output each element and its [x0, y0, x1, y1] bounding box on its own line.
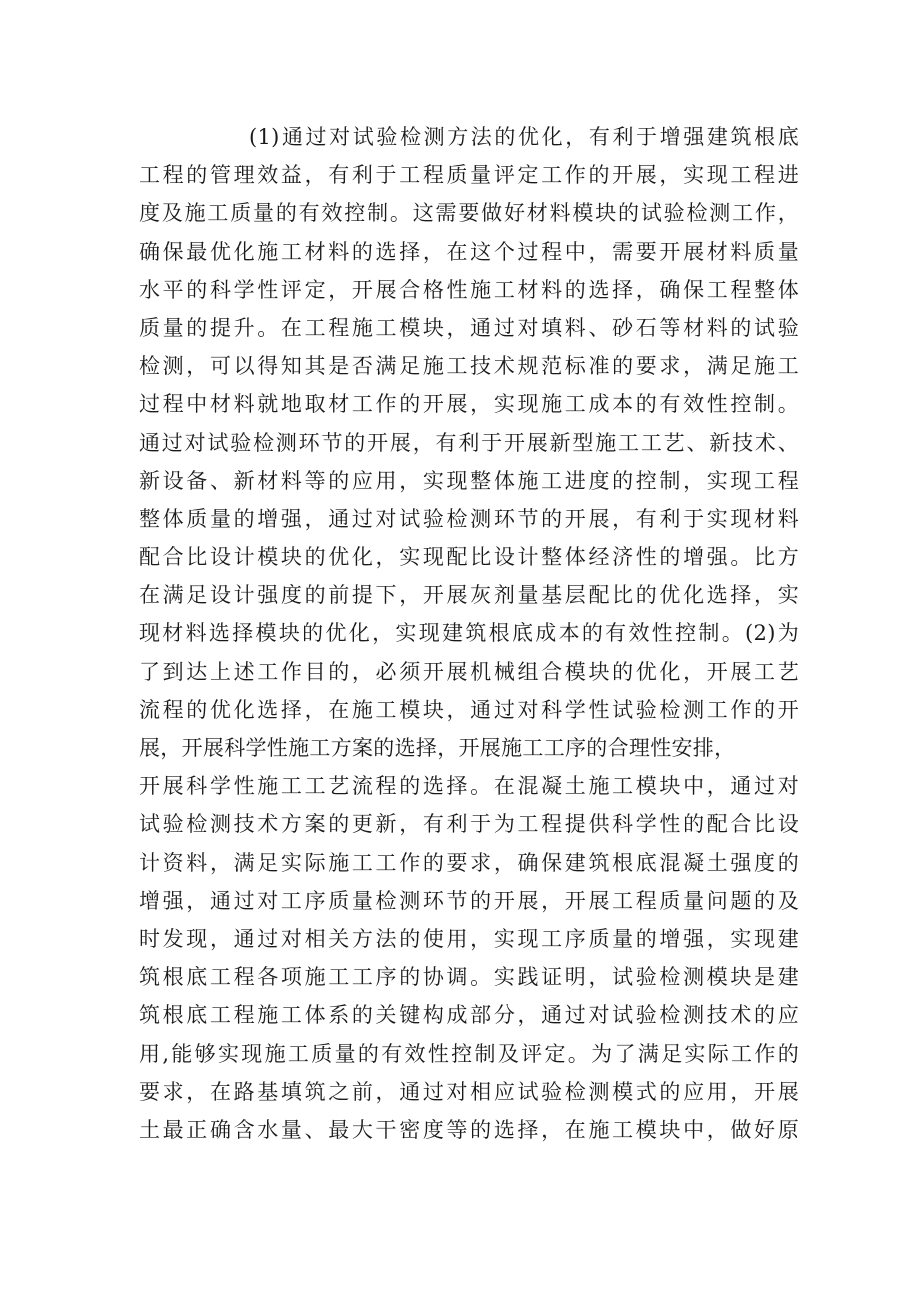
text-line: 增强，通过对工序质量检测环节的开展，开展工程质量问题的及 — [139, 888, 799, 913]
text-line: 筑根底工程施工体系的关键构成部分，通过对试验检测技术的应 — [139, 1003, 799, 1028]
text-line: 整体质量的增强，通过对试验检测环节的开展，有利于实现材料 — [139, 506, 799, 531]
text-line: 要求，在路基填筑之前，通过对相应试验检测模式的应用，开展 — [139, 1079, 799, 1104]
text-line: (1)通过对试验检测方法的优化，有利于增强建筑根底 — [249, 125, 799, 149]
text-line: 过程中材料就地取材工作的开展，实现施工成本的有效性控制。 — [139, 392, 799, 417]
text-line: 试验检测技术方案的更新，有利于为工程提供科学性的配合比设 — [139, 812, 799, 837]
text-line: 水平的科学性评定，开展合格性施工材料的选择，确保工程整体 — [139, 277, 799, 302]
text-line: 展，开展科学性施工方案的选择，开展施工工序的合理性安排， — [139, 736, 736, 760]
text-line: 用,能够实现施工质量的有效性控制及评定。为了满足实际工作的 — [139, 1041, 799, 1066]
text-line: 通过对试验检测环节的开展，有利于开展新型施工工艺、新技术、 — [139, 430, 799, 455]
text-line: 土最正确含水量、最大干密度等的选择，在施工模块中，做好原 — [139, 1117, 799, 1142]
text-line: 配合比设计模块的优化，实现配比设计整体经济性的增强。比方 — [139, 545, 799, 570]
text-line: 现材料选择模块的优化，实现建筑根底成本的有效性控制。(2)为 — [139, 621, 799, 646]
text-line: 工程的管理效益，有利于工程质量评定工作的开展，实现工程进 — [139, 163, 799, 188]
text-line: 了到达上述工作目的，必须开展机械组合模块的优化，开展工艺 — [139, 659, 799, 684]
text-line: 开展科学性施工工艺流程的选择。在混凝土施工模块中，通过对 — [139, 774, 799, 799]
text-line: 质量的提升。在工程施工模块，通过对填料、砂石等材料的试验 — [139, 315, 799, 340]
text-line: 时发现，通过对相关方法的使用，实现工序质量的增强，实现建 — [139, 926, 799, 951]
text-line: 筑根底工程各项施工工序的协调。实践证明，试验检测模块是建 — [139, 965, 799, 990]
paragraph — [139, 118, 799, 1149]
text-line: 流程的优化选择，在施工模块，通过对科学性试验检测工作的开 — [139, 697, 799, 722]
text-line: 度及施工质量的有效控制。这需要做好材料模块的试验检测工作， — [139, 201, 799, 226]
text-line: 在满足设计强度的前提下，开展灰剂量基层配比的优化选择，实 — [139, 583, 799, 608]
text-line: 计资料，满足实际施工工作的要求，确保建筑根底混凝土强度的 — [139, 850, 799, 875]
text-line: 检测，可以得知其是否满足施工技术规范标准的要求，满足施工 — [139, 354, 799, 379]
text-line: 新设备、新材料等的应用，实现整体施工进度的控制，实现工程 — [139, 468, 799, 493]
text-line: 确保最优化施工材料的选择，在这个过程中，需要开展材料质量 — [139, 239, 799, 264]
